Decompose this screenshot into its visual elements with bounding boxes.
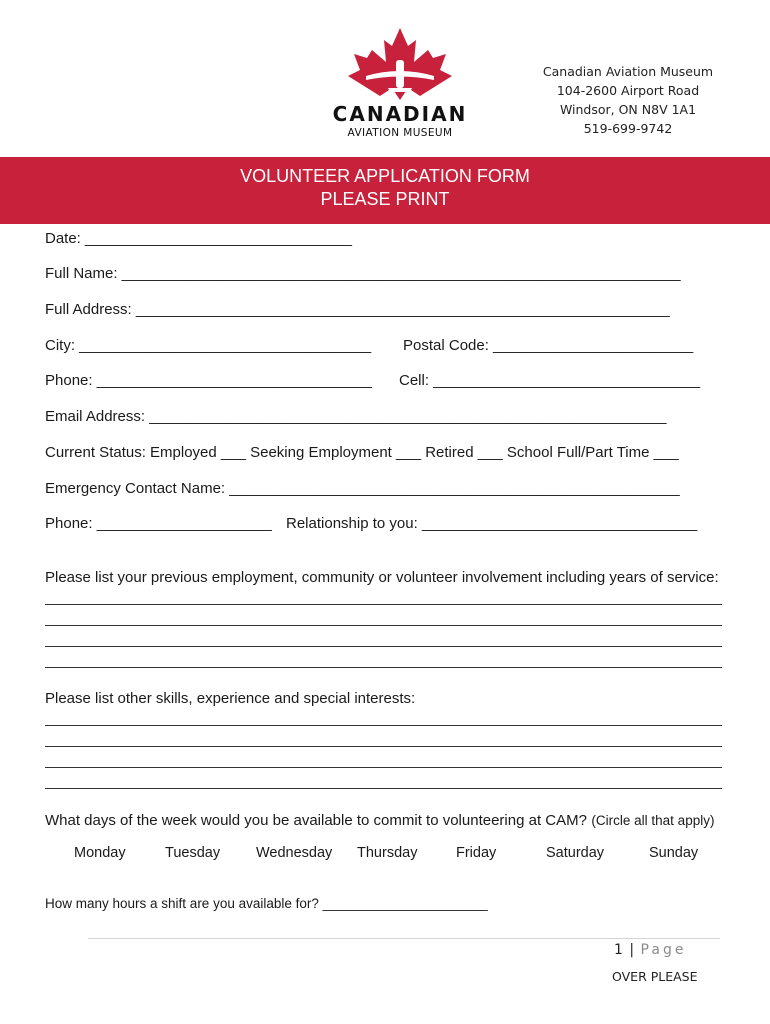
canadian-aviation-museum-logo — [330, 26, 470, 144]
day-option-monday[interactable]: Monday — [74, 845, 126, 861]
footer-divider — [88, 938, 720, 939]
form-title: VOLUNTEER APPLICATION FORM — [240, 166, 530, 186]
page-number — [614, 942, 686, 958]
city-field[interactable]: City: ___________________________________ — [45, 337, 372, 354]
form-subtitle: PLEASE PRINT — [320, 189, 450, 209]
answer-line[interactable] — [45, 725, 722, 726]
postal-code-field[interactable]: Postal Code: ________________________ — [403, 337, 694, 354]
page-word: Page — [640, 942, 687, 958]
address-line: 104-2600 Airport Road — [556, 83, 700, 98]
day-option-friday[interactable]: Friday — [456, 845, 497, 861]
maple-leaf-icon — [330, 26, 470, 102]
title-banner — [0, 157, 770, 224]
logo-subtitle: AVIATION MUSEUM — [347, 127, 453, 139]
emergency-contact-name-field[interactable]: Emergency Contact Name: ______________________________________________________ — [45, 480, 680, 497]
previous-employment-question: Please list your previous employment, community or volunteer involvement including years of service: — [45, 569, 719, 586]
logo-wordmark: CANADIAN — [332, 102, 468, 126]
day-option-wednesday[interactable]: Wednesday — [256, 845, 333, 861]
museum-address — [528, 62, 728, 138]
cell-field[interactable]: Cell: ________________________________ — [399, 372, 701, 389]
shift-hours-field[interactable]: How many hours a shift are you available for? ______________________ — [45, 896, 488, 911]
full-address-field[interactable]: Full Address: ________________________________________________________________ — [45, 301, 670, 318]
day-option-tuesday[interactable]: Tuesday — [165, 845, 221, 861]
date-field[interactable]: Date: ________________________________ — [45, 230, 352, 247]
day-option-thursday[interactable]: Thursday — [357, 845, 418, 861]
answer-line[interactable] — [45, 625, 722, 626]
availability-question — [45, 812, 714, 830]
page-separator: | — [629, 942, 636, 958]
answer-line[interactable] — [45, 746, 722, 747]
email-field[interactable]: Email Address: ______________________________________________________________ — [45, 408, 667, 425]
day-option-sunday[interactable]: Sunday — [649, 845, 699, 861]
over-please-note: OVER PLEASE — [612, 969, 698, 984]
full-name-field[interactable]: Full Name: ___________________________________________________________________ — [45, 265, 681, 282]
current-status-field[interactable]: Current Status: Employed ___ Seeking Employment ___ Retired ___ School Full/Part Time ___ — [45, 444, 679, 461]
relationship-field[interactable]: Relationship to you: _________________________________ — [286, 515, 698, 532]
answer-line[interactable] — [45, 604, 722, 605]
skills-question: Please list other skills, experience and special interests: — [45, 690, 416, 707]
availability-question-note: (Circle all that apply) — [591, 813, 715, 828]
address-phone: 519-699-9742 — [583, 121, 673, 136]
answer-line[interactable] — [45, 646, 722, 647]
page-number-value: 1 — [614, 942, 624, 958]
answer-line[interactable] — [45, 767, 722, 768]
answer-line[interactable] — [45, 667, 722, 668]
emergency-phone-field[interactable]: Phone: _____________________ — [45, 515, 272, 532]
answer-line[interactable] — [45, 788, 722, 789]
phone-field[interactable]: Phone: _________________________________ — [45, 372, 373, 389]
address-line: Canadian Aviation Museum — [542, 64, 714, 79]
availability-question-text: What days of the week would you be available to commit to volunteering at CAM? — [45, 812, 587, 829]
day-option-saturday[interactable]: Saturday — [546, 845, 605, 861]
address-line: Windsor, ON N8V 1A1 — [559, 102, 697, 117]
